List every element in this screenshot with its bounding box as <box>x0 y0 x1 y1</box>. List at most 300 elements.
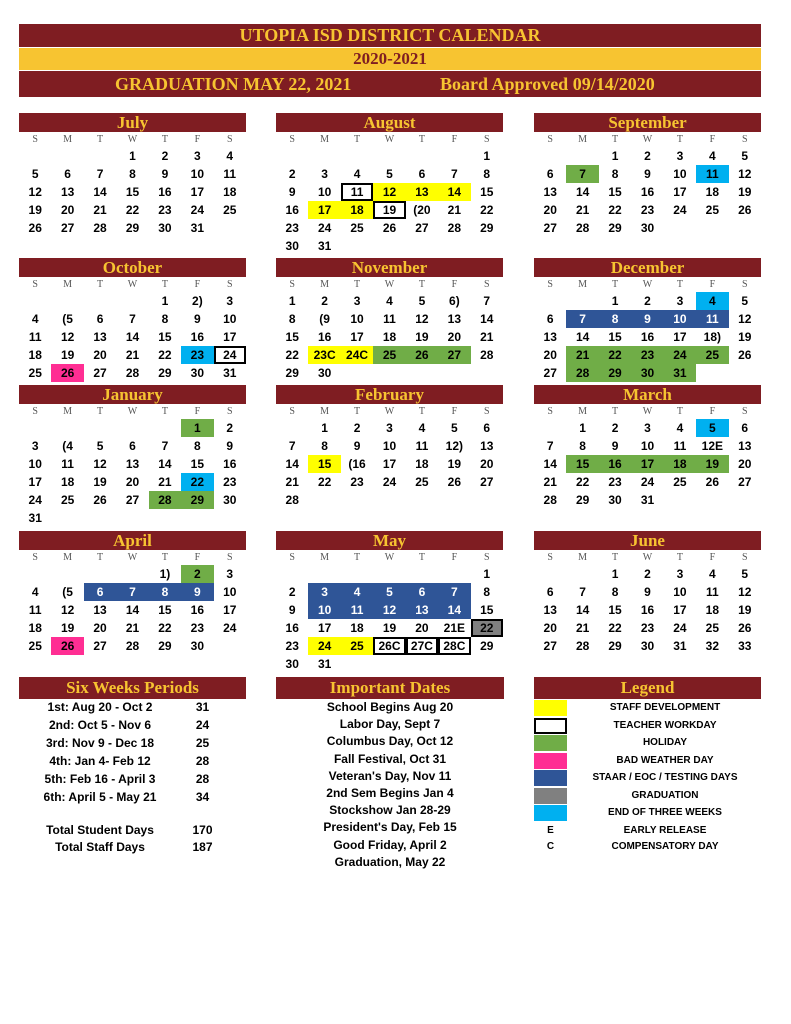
day-cell: 29 <box>158 366 172 380</box>
weekday-label: W <box>127 552 138 563</box>
day-cell: 27 <box>543 639 557 653</box>
empty-cell <box>116 419 148 437</box>
day-cell: 12 <box>28 185 42 199</box>
day-cell: 17 <box>28 475 42 489</box>
legend-swatch <box>534 753 567 769</box>
day-cell: 24 <box>382 475 397 489</box>
day-cell: 19 <box>447 457 462 471</box>
empty-cell <box>276 419 308 437</box>
day-cell: 16 <box>599 455 631 473</box>
day-cell: 10 <box>28 457 42 471</box>
day-cell: 17 <box>223 603 237 617</box>
day-cell: 24 <box>673 203 687 217</box>
day-cell: 7 <box>579 585 586 599</box>
weekday-label: F <box>709 134 716 145</box>
day-cell: 30 <box>640 221 655 235</box>
weekday-label: M <box>320 279 330 290</box>
legend-letter: E <box>547 825 554 836</box>
day-cell: 28C <box>438 637 470 655</box>
day-cell: 20 <box>543 348 557 362</box>
day-cell: 3 <box>308 583 340 601</box>
day-cell: 2 <box>611 421 619 435</box>
day-cell: 8 <box>161 312 169 326</box>
important-date: Good Friday, April 2 <box>333 837 447 852</box>
days-grid <box>534 565 761 655</box>
empty-cell <box>84 147 116 165</box>
weekday-label: M <box>578 406 588 417</box>
empty-cell <box>51 147 83 165</box>
day-cell: 15 <box>608 603 622 617</box>
day-cell: 1 <box>161 294 169 308</box>
day-cell: 9 <box>288 185 296 199</box>
day-cell: 7 <box>96 167 104 181</box>
day-cell: 23C <box>308 346 340 364</box>
day-cell: 20 <box>93 621 107 635</box>
day-cell: 17 <box>382 457 397 471</box>
day-cell: 20 <box>93 348 107 362</box>
days-grid <box>276 565 503 673</box>
day-cell: 32 <box>705 639 720 653</box>
day-cell: 19 <box>415 330 429 344</box>
day-cell: 8 <box>579 439 586 453</box>
weekday-label: T <box>676 406 683 417</box>
day-cell: 16 <box>190 603 205 617</box>
day-cell: 10 <box>350 312 364 326</box>
day-cell: 17 <box>673 330 687 344</box>
weekday-label: S <box>483 406 490 417</box>
month-february <box>276 385 503 509</box>
day-cell: 11 <box>28 330 42 344</box>
day-cell: 23 <box>158 203 172 217</box>
day-cell: 14 <box>438 601 470 619</box>
day-cell: 31 <box>190 221 205 235</box>
days-grid <box>276 419 503 509</box>
day-cell: 4 <box>341 583 373 601</box>
day-cell: (4 <box>62 439 73 453</box>
weekday-row <box>19 132 246 147</box>
day-cell: 14 <box>125 330 140 344</box>
weekday-label: S <box>547 279 553 290</box>
day-cell: 30 <box>190 639 205 653</box>
weekday-label: T <box>612 552 619 563</box>
day-cell: 6 <box>741 421 749 435</box>
day-cell: 3 <box>31 439 39 453</box>
day-cell: 13 <box>480 439 494 453</box>
day-cell: 5 <box>31 167 39 181</box>
day-cell: 13 <box>406 183 438 201</box>
weekday-label: T <box>97 279 104 290</box>
day-cell: 20 <box>447 330 462 344</box>
day-cell: 13 <box>543 330 557 344</box>
weekday-label: T <box>612 134 619 145</box>
day-cell: 25 <box>28 639 42 653</box>
weekday-row <box>534 132 761 147</box>
day-cell: 26 <box>738 348 752 362</box>
empty-cell <box>406 565 438 583</box>
day-cell: 23 <box>181 346 213 364</box>
day-cell: 8 <box>483 585 491 599</box>
day-cell: 15 <box>285 330 299 344</box>
weekday-label: M <box>578 134 588 145</box>
weekday-label: M <box>578 279 588 290</box>
weekday-row <box>19 277 246 292</box>
weekday-label: F <box>451 134 458 145</box>
empty-cell <box>534 147 566 165</box>
weekday-label: W <box>384 552 395 563</box>
day-cell: 25 <box>705 203 720 217</box>
weekday-label: W <box>642 134 653 145</box>
day-cell: 17 <box>673 185 687 199</box>
weekday-label: F <box>709 552 716 563</box>
day-cell: 10 <box>223 585 237 599</box>
weekday-label: T <box>418 134 425 145</box>
day-cell: 21 <box>575 203 590 217</box>
day-cell: 29 <box>575 493 590 507</box>
day-cell: 5 <box>741 294 749 308</box>
weekday-label: T <box>161 279 168 290</box>
month-name: July <box>19 113 246 132</box>
day-cell: 12 <box>60 603 75 617</box>
day-cell: 30 <box>158 221 172 235</box>
day-cell: 8 <box>321 439 328 453</box>
day-cell: 26 <box>738 203 752 217</box>
weekday-label: T <box>161 406 168 417</box>
day-cell: 7 <box>116 583 148 601</box>
day-cell: 15 <box>190 457 205 471</box>
day-cell: (20 <box>413 203 431 217</box>
day-cell: 22 <box>575 475 590 489</box>
day-cell: 19 <box>738 185 752 199</box>
day-cell: 16 <box>640 330 655 344</box>
weekday-label: S <box>741 134 748 145</box>
day-cell: 11 <box>696 165 728 183</box>
day-cell: 20 <box>480 457 494 471</box>
day-cell: 15 <box>125 185 140 199</box>
day-cell: 27 <box>480 475 494 489</box>
day-cell: 18 <box>60 475 75 489</box>
day-cell: 22 <box>158 621 172 635</box>
day-cell: 18) <box>703 330 722 344</box>
day-cell: 10 <box>317 185 332 199</box>
day-cell: 2 <box>161 149 169 163</box>
day-cell: 17 <box>673 603 687 617</box>
weekday-label: T <box>354 552 361 563</box>
weekday-label: M <box>63 134 73 145</box>
weekday-label: T <box>612 406 619 417</box>
weekday-label: F <box>709 279 716 290</box>
weekday-label: W <box>127 406 138 417</box>
day-cell: 27C <box>406 637 438 655</box>
period-days: 24 <box>195 718 210 732</box>
day-cell: 10 <box>382 439 397 453</box>
legend-label: GRADUATION <box>631 789 699 801</box>
empty-cell <box>19 147 51 165</box>
six-weeks-header: Six Weeks Periods <box>19 677 246 699</box>
legend-label: STAAR / EOC / TESTING DAYS <box>592 772 738 783</box>
day-cell: 27 <box>738 475 752 489</box>
day-cell: 25 <box>223 203 237 217</box>
day-cell: 26 <box>93 493 107 507</box>
weekday-label: T <box>354 134 361 145</box>
month-april <box>19 531 246 655</box>
empty-cell <box>51 565 83 583</box>
day-cell: 29 <box>181 491 213 509</box>
important-date: President's Day, Feb 15 <box>323 820 457 835</box>
day-cell: 5 <box>418 294 426 308</box>
day-cell: 3 <box>644 421 651 435</box>
day-cell: 24 <box>673 621 687 635</box>
day-cell: 27 <box>93 639 107 653</box>
day-cell: 8 <box>611 167 619 181</box>
day-cell: 25 <box>415 475 429 489</box>
day-cell: 19 <box>696 455 728 473</box>
weekday-label: M <box>578 552 588 563</box>
day-cell: 24 <box>28 493 42 507</box>
day-cell: 10 <box>673 585 687 599</box>
days-grid <box>534 147 761 237</box>
day-cell: 15 <box>308 455 340 473</box>
weekday-label: W <box>642 279 653 290</box>
graduation-date: GRADUATION MAY 22, 2021 <box>115 74 352 94</box>
weekday-label: S <box>547 406 553 417</box>
month-january <box>19 385 246 527</box>
day-cell: 9 <box>226 439 234 453</box>
day-cell: 31 <box>317 657 332 671</box>
day-cell: 13 <box>447 312 462 326</box>
day-cell: 24 <box>317 221 332 235</box>
day-cell: 20 <box>415 621 429 635</box>
empty-cell <box>116 565 148 583</box>
day-cell: 15 <box>480 603 494 617</box>
day-cell: 7 <box>288 439 296 453</box>
days-grid <box>276 292 503 382</box>
day-cell: 30 <box>190 366 205 380</box>
day-cell: 8 <box>483 167 491 181</box>
day-cell: 15 <box>158 330 172 344</box>
day-cell: 7 <box>566 165 598 183</box>
day-cell: 5 <box>741 567 749 581</box>
month-june <box>534 531 761 655</box>
day-cell: 19 <box>373 201 405 219</box>
day-cell: 5 <box>451 421 458 435</box>
important-date: 2nd Sem Begins Jan 4 <box>326 786 454 800</box>
day-cell: 14 <box>438 183 470 201</box>
day-cell: 11 <box>223 167 237 181</box>
day-cell: 4 <box>696 292 728 310</box>
day-cell: 5 <box>696 419 728 437</box>
day-cell: 6 <box>546 585 554 599</box>
day-cell: 2 <box>226 421 234 435</box>
day-cell: 19 <box>382 621 397 635</box>
day-cell: 8 <box>288 312 296 326</box>
day-cell: 27 <box>125 493 140 507</box>
day-cell: 21E <box>443 621 466 635</box>
day-cell: 6 <box>546 167 554 181</box>
weekday-label: T <box>612 279 619 290</box>
day-cell: 16 <box>158 185 172 199</box>
day-cell: 18 <box>705 603 720 617</box>
day-cell: 10 <box>308 601 340 619</box>
day-cell: 23 <box>608 475 622 489</box>
month-name: September <box>534 113 761 132</box>
weekday-label: S <box>289 279 295 290</box>
day-cell: 23 <box>285 639 299 653</box>
day-cell: 7 <box>546 439 554 453</box>
day-cell: 2 <box>644 294 651 308</box>
day-cell: 2 <box>644 567 651 581</box>
day-cell: (5 <box>62 312 73 326</box>
empty-cell <box>566 147 598 165</box>
day-cell: 14 <box>575 330 590 344</box>
day-cell: 12 <box>60 330 75 344</box>
day-cell: 11 <box>696 310 728 328</box>
weekday-label: T <box>354 279 361 290</box>
day-cell: 21 <box>480 330 494 344</box>
day-cell: 11 <box>673 439 687 453</box>
empty-cell <box>341 147 373 165</box>
day-cell: 2 <box>321 294 328 308</box>
weekday-label: S <box>32 134 38 145</box>
important-date: Veteran's Day, Nov 11 <box>328 768 452 783</box>
day-cell: 22 <box>471 619 503 637</box>
day-cell: 30 <box>317 366 332 380</box>
period-label: 6th: April 5 - May 21 <box>43 790 157 804</box>
day-cell: 4 <box>31 585 39 599</box>
month-name: June <box>534 531 761 550</box>
weekday-label: W <box>127 134 138 145</box>
day-cell: 9 <box>288 603 296 617</box>
empty-cell <box>51 419 83 437</box>
weekday-label: S <box>226 279 233 290</box>
day-cell: 12 <box>93 457 107 471</box>
day-cell: 1 <box>181 419 213 437</box>
days-grid <box>534 419 761 509</box>
day-cell: 29 <box>285 366 299 380</box>
day-cell: 33 <box>738 639 752 653</box>
weekday-label: F <box>451 406 458 417</box>
day-cell: 1 <box>321 421 328 435</box>
day-cell: 16 <box>640 185 655 199</box>
day-cell: 7 <box>438 583 470 601</box>
day-cell: 13 <box>543 185 557 199</box>
day-cell: 24 <box>214 346 246 364</box>
total-student-label: Total Student Days <box>46 823 154 837</box>
day-cell: 27 <box>438 346 470 364</box>
weekday-label: F <box>194 406 201 417</box>
weekday-label: T <box>97 134 104 145</box>
day-cell: 7 <box>483 294 491 308</box>
day-cell: 23 <box>350 475 364 489</box>
weekday-row <box>534 404 761 419</box>
weekday-label: W <box>384 134 395 145</box>
day-cell: 29 <box>599 364 631 382</box>
day-cell: 2 <box>288 585 296 599</box>
day-cell: 20 <box>60 203 75 217</box>
weekday-label: T <box>418 406 425 417</box>
day-cell: 23 <box>223 475 237 489</box>
day-cell: 4 <box>31 312 39 326</box>
day-cell: 28 <box>566 364 598 382</box>
day-cell: 15 <box>158 603 172 617</box>
day-cell: 24 <box>223 621 237 635</box>
important-date: Labor Day, Sept 7 <box>339 717 441 732</box>
weekday-label: T <box>676 279 683 290</box>
day-cell: 29 <box>125 221 140 235</box>
month-november <box>276 258 503 382</box>
day-cell: 31 <box>664 364 696 382</box>
day-cell: 15 <box>566 455 598 473</box>
day-cell: 1 <box>129 149 136 163</box>
day-cell: 20 <box>125 475 140 489</box>
weekday-label: S <box>289 134 295 145</box>
day-cell: 2 <box>181 565 213 583</box>
day-cell: (5 <box>62 585 73 599</box>
day-cell: 27 <box>415 221 429 235</box>
empty-cell <box>84 565 116 583</box>
empty-cell <box>566 565 598 583</box>
month-december <box>534 258 761 382</box>
day-cell: 10 <box>640 439 655 453</box>
empty-cell <box>534 419 566 437</box>
weekday-label: S <box>741 552 748 563</box>
day-cell: 30 <box>223 493 237 507</box>
day-cell: 11 <box>341 183 373 201</box>
empty-cell <box>19 292 51 310</box>
day-cell: 22 <box>608 621 622 635</box>
day-cell: 21 <box>125 348 140 362</box>
days-grid <box>276 147 503 255</box>
weekday-label: W <box>384 279 395 290</box>
day-cell: 24 <box>664 346 696 364</box>
day-cell: 11 <box>706 585 719 599</box>
day-cell: 1 <box>483 567 491 581</box>
weekday-label: S <box>226 134 233 145</box>
total-student-days: 170 <box>192 823 213 837</box>
day-cell: (16 <box>348 457 366 471</box>
day-cell: 29 <box>158 639 172 653</box>
day-cell: 14 <box>480 312 494 326</box>
day-cell: 8 <box>611 585 619 599</box>
day-cell: 31 <box>317 239 332 253</box>
legend-header: Legend <box>534 677 761 699</box>
day-cell: 9 <box>644 167 651 181</box>
legend-label: EARLY RELEASE <box>623 825 707 836</box>
month-name: August <box>276 113 503 132</box>
day-cell: 17 <box>631 455 663 473</box>
day-cell: 4 <box>709 149 716 163</box>
legend-letter: C <box>546 841 555 852</box>
period-days: 28 <box>195 772 210 786</box>
day-cell: 10 <box>190 167 205 181</box>
day-cell: 6 <box>64 167 71 181</box>
day-cell: 20 <box>738 457 752 471</box>
day-cell: 7 <box>161 439 169 453</box>
day-cell: 11 <box>28 603 42 617</box>
weekday-label: T <box>161 552 168 563</box>
day-cell: 12 <box>373 183 405 201</box>
weekday-row <box>276 277 503 292</box>
month-name: December <box>534 258 761 277</box>
weekday-label: S <box>226 552 233 563</box>
day-cell: 2) <box>192 294 203 308</box>
weekday-label: T <box>418 552 425 563</box>
legend-label: COMPENSATORY DAY <box>611 841 719 852</box>
day-cell: 25 <box>350 221 364 235</box>
day-cell: 13 <box>93 330 107 344</box>
weekday-label: S <box>32 279 38 290</box>
day-cell: 28 <box>575 639 590 653</box>
day-cell: 4 <box>353 167 361 181</box>
